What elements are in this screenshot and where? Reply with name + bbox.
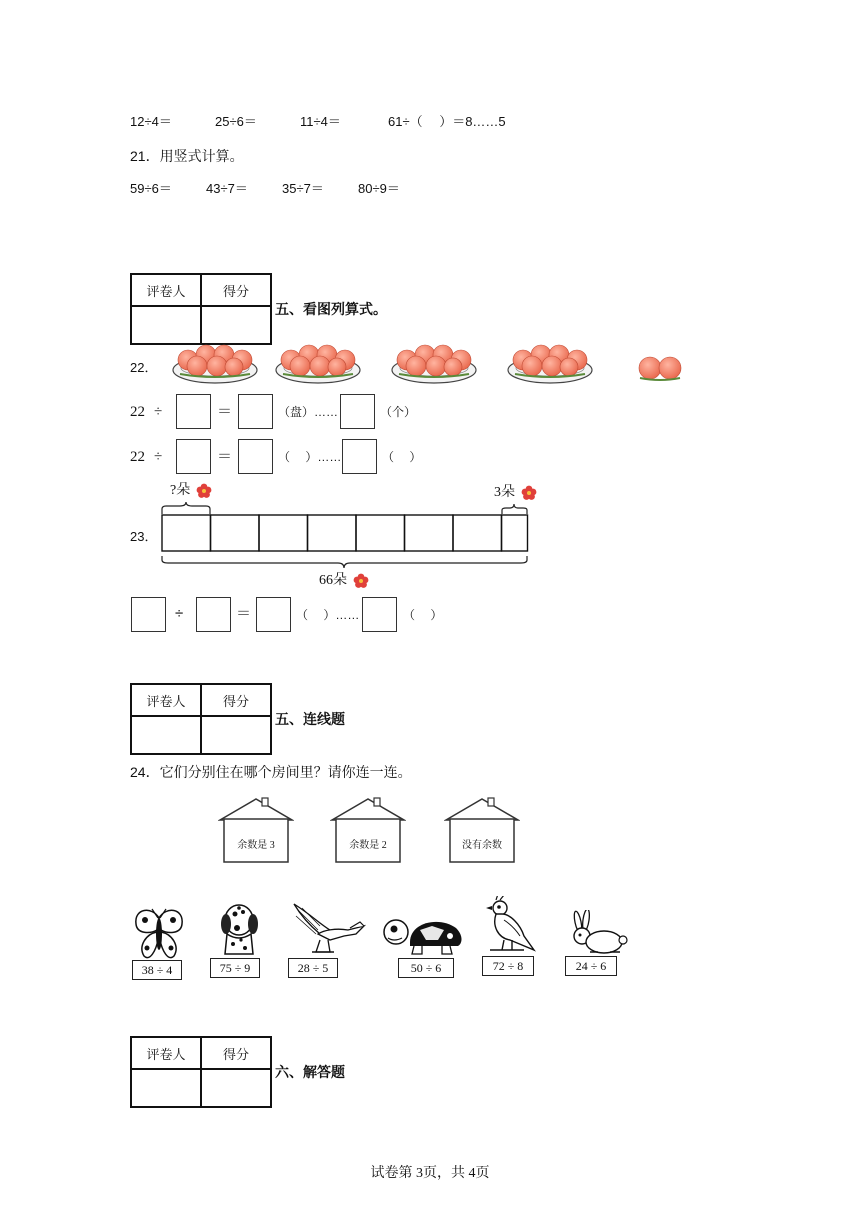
animal-card-dog[interactable]: 75 ÷ 9 <box>210 958 260 978</box>
q23-unit-2: （ ） <box>403 608 443 622</box>
animal-card-butterfly[interactable]: 38 ÷ 4 <box>132 960 182 980</box>
house-icon <box>218 796 294 864</box>
q23-divide-sign: ÷ <box>175 605 184 622</box>
q20-item-1: 12÷4＝ <box>130 114 172 129</box>
house-no-remainder[interactable] <box>444 796 520 864</box>
house-label: 余数是 2 <box>349 840 387 851</box>
q21-title: 21．用竖式计算。 <box>130 148 244 164</box>
score-table-score-label: 得分 <box>201 1037 271 1069</box>
q23-equals: ＝ <box>236 605 252 622</box>
q23-unit-1: （ ）…… <box>296 608 360 622</box>
q22-row2-remainder-box[interactable] <box>342 439 377 474</box>
reviewer-cell[interactable] <box>131 716 201 754</box>
q22-row1-equals: ＝ <box>217 403 233 420</box>
q22-row2-divisor-box[interactable] <box>176 439 211 474</box>
q21-item-1: 59÷6＝ <box>130 181 172 196</box>
q22-row2-unit-1: （ ）…… <box>278 450 342 464</box>
q22-row1-unit-plate: （盘）…… <box>278 405 339 419</box>
animal-card-eagle[interactable]: 28 ÷ 5 <box>288 958 338 978</box>
q22-row1-unit-piece: （个） <box>380 405 417 419</box>
house-label: 余数是 3 <box>237 840 275 851</box>
q23-segment-bar-diagram <box>158 500 538 570</box>
q23-quotient-box[interactable] <box>256 597 291 632</box>
page-footer: 试卷第 3页，共 4页 <box>370 1166 490 1181</box>
q23-label-total: 66朵 <box>319 573 347 588</box>
score-table-reviewer-label: 评卷人 <box>131 684 201 716</box>
flower-icon <box>352 572 370 590</box>
q22-row2-unit-2: （ ） <box>382 450 422 464</box>
flower-icon <box>195 482 213 500</box>
score-cell[interactable] <box>201 1069 271 1107</box>
q23-remainder-box[interactable] <box>362 597 397 632</box>
bird-icon <box>484 896 540 954</box>
turtle-icon <box>380 912 466 958</box>
q22-row1-divide-sign: ÷ <box>154 404 163 420</box>
q22-row1-remainder-box[interactable] <box>340 394 375 429</box>
score-cell[interactable] <box>201 306 271 344</box>
q23-dividend-box[interactable] <box>131 597 166 632</box>
q22-row2-dividend: 22 <box>130 449 145 465</box>
house-icon <box>444 796 520 864</box>
animal-card-turtle[interactable]: 50 ÷ 6 <box>398 958 454 978</box>
q22-row1-dividend: 22 <box>130 404 145 420</box>
section-6-title: 六、解答题 <box>275 1064 345 1080</box>
house-label: 没有余数 <box>462 840 502 851</box>
reviewer-cell[interactable] <box>131 1069 201 1107</box>
q22-number: 22． <box>130 360 158 375</box>
score-table-score-label: 得分 <box>201 684 271 716</box>
q22-row2-quotient-box[interactable] <box>238 439 273 474</box>
score-table-3 <box>130 1036 272 1108</box>
q22-row2-divide-sign: ÷ <box>154 449 163 465</box>
reviewer-cell[interactable] <box>131 306 201 344</box>
q21-item-2: 43÷7＝ <box>206 181 248 196</box>
q23-number: 23． <box>130 529 158 544</box>
q22-row2-equals: ＝ <box>217 448 233 465</box>
q20-item-4: 61÷（ ）＝8……5 <box>388 114 506 129</box>
q21-item-3: 35÷7＝ <box>282 181 324 196</box>
score-table-reviewer-label: 评卷人 <box>131 274 201 306</box>
house-remainder-2[interactable] <box>330 796 406 864</box>
house-remainder-3[interactable] <box>218 796 294 864</box>
section-5a-title: 五、看图列算式。 <box>275 301 387 317</box>
q23-label-unknown: ?朵 <box>170 483 191 498</box>
house-icon <box>330 796 406 864</box>
q23-label-remainder: 3朵 <box>494 485 515 500</box>
animal-card-bird[interactable]: 72 ÷ 8 <box>482 956 534 976</box>
q24-title: 24．它们分别住在哪个房间里？请你连一连。 <box>130 764 412 780</box>
butterfly-icon <box>132 906 186 962</box>
score-table-reviewer-label: 评卷人 <box>131 1037 201 1069</box>
q21-item-4: 80÷9＝ <box>358 181 400 196</box>
animal-card-rabbit[interactable]: 24 ÷ 6 <box>565 956 617 976</box>
score-table-1 <box>130 273 272 345</box>
q23-divisor-box[interactable] <box>196 597 231 632</box>
dog-icon <box>213 902 265 958</box>
peach-plates-illustration <box>170 340 700 390</box>
q22-row1-quotient-box[interactable] <box>238 394 273 429</box>
score-cell[interactable] <box>201 716 271 754</box>
q20-item-3: 11÷4＝ <box>300 114 341 129</box>
eagle-icon <box>290 900 368 958</box>
score-table-2 <box>130 683 272 755</box>
rabbit-icon <box>568 910 630 956</box>
score-table-score-label: 得分 <box>201 274 271 306</box>
q20-item-2: 25÷6＝ <box>215 114 257 129</box>
section-5b-title: 五、连线题 <box>275 711 345 727</box>
q22-row1-divisor-box[interactable] <box>176 394 211 429</box>
